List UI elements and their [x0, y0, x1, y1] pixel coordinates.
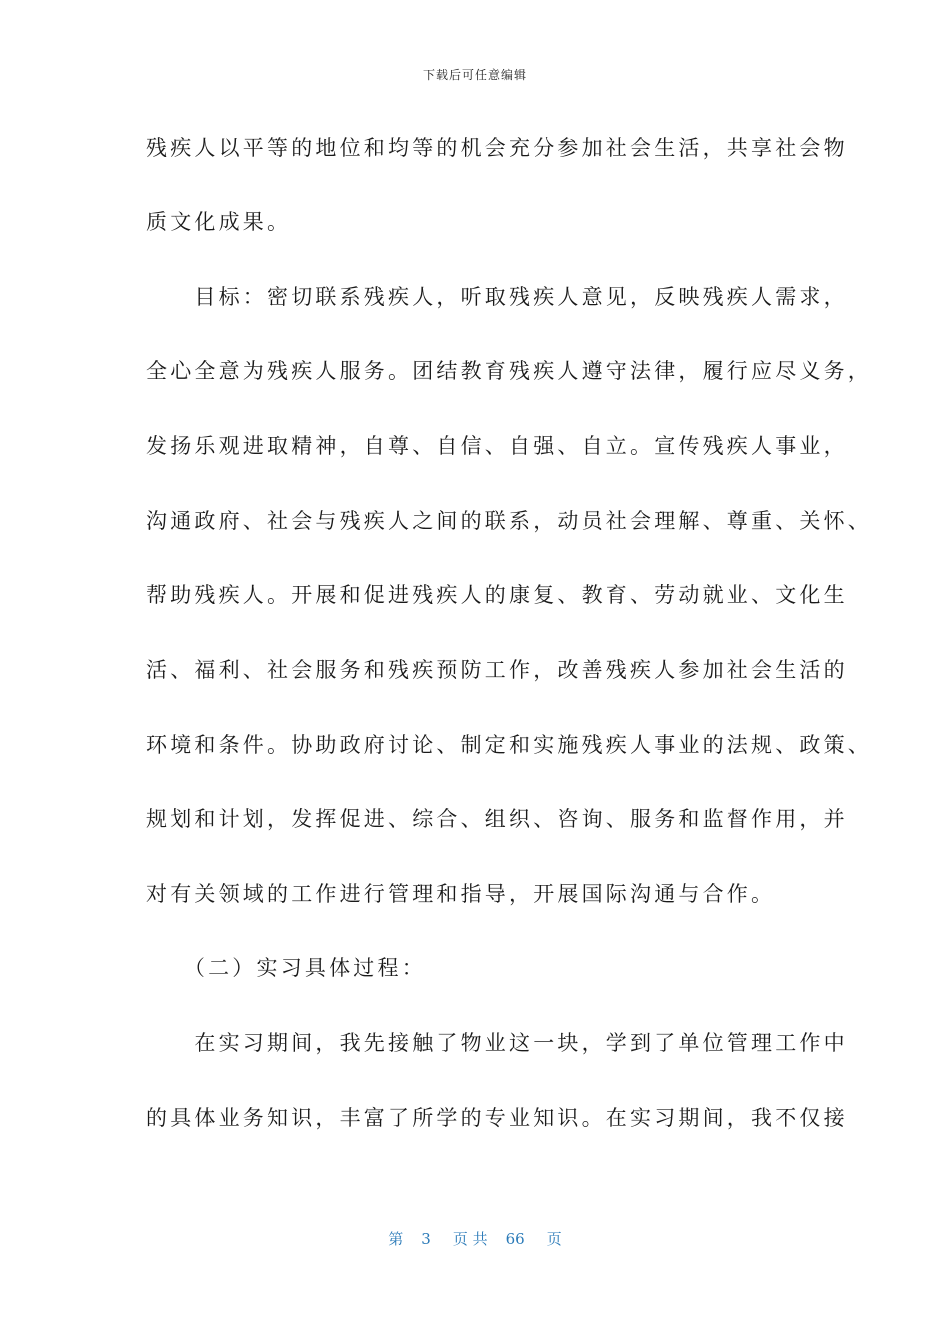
text-line: 目标：密切联系残疾人，听取残疾人意见，反映残疾人需求， [146, 285, 848, 309]
text-line: 发扬乐观进取精神，自尊、自信、自强、自立。宣传残疾人事业， [146, 434, 848, 458]
footer-middle: 页 共 [452, 1230, 488, 1248]
footer-prefix: 第 [388, 1230, 404, 1248]
text-line: 环境和条件。协助政府讨论、制定和实施残疾人事业的法规、政策、 [146, 733, 872, 757]
text-line: 规划和计划，发挥促进、综合、组织、咨询、服务和监督作用，并 [146, 807, 848, 831]
page-footer [0, 1228, 950, 1249]
text-line: 沟通政府、社会与残疾人之间的联系，动员社会理解、尊重、关怀、 [146, 509, 872, 533]
text-line: 帮助残疾人。开展和促进残疾人的康复、教育、劳动就业、文化生 [146, 583, 848, 607]
footer-suffix: 页 [546, 1230, 562, 1248]
header-note: 下载后可任意编辑 [422, 68, 527, 82]
text-line: 残疾人以平等的地位和均等的机会充分参加社会生活，共享社会物 [146, 136, 848, 160]
footer-page-total: 66 [505, 1230, 525, 1248]
text-line: 的具体业务知识，丰富了所学的专业知识。在实习期间，我不仅接 [146, 1106, 848, 1130]
text-line: 质文化成果。 [146, 210, 292, 234]
footer-page-current: 3 [421, 1230, 431, 1248]
text-line: 对有关领域的工作进行管理和指导，开展国际沟通与合作。 [146, 882, 776, 906]
text-line: 全心全意为残疾人服务。团结教育残疾人遵守法律，履行应尽义务， [146, 359, 872, 383]
text-line: 活、福利、社会服务和残疾预防工作，改善残疾人参加社会生活的 [146, 658, 848, 682]
text-line: 在实习期间，我先接触了物业这一块，学到了单位管理工作中 [146, 1031, 848, 1055]
section-heading: （二）实习具体过程： [146, 956, 426, 980]
